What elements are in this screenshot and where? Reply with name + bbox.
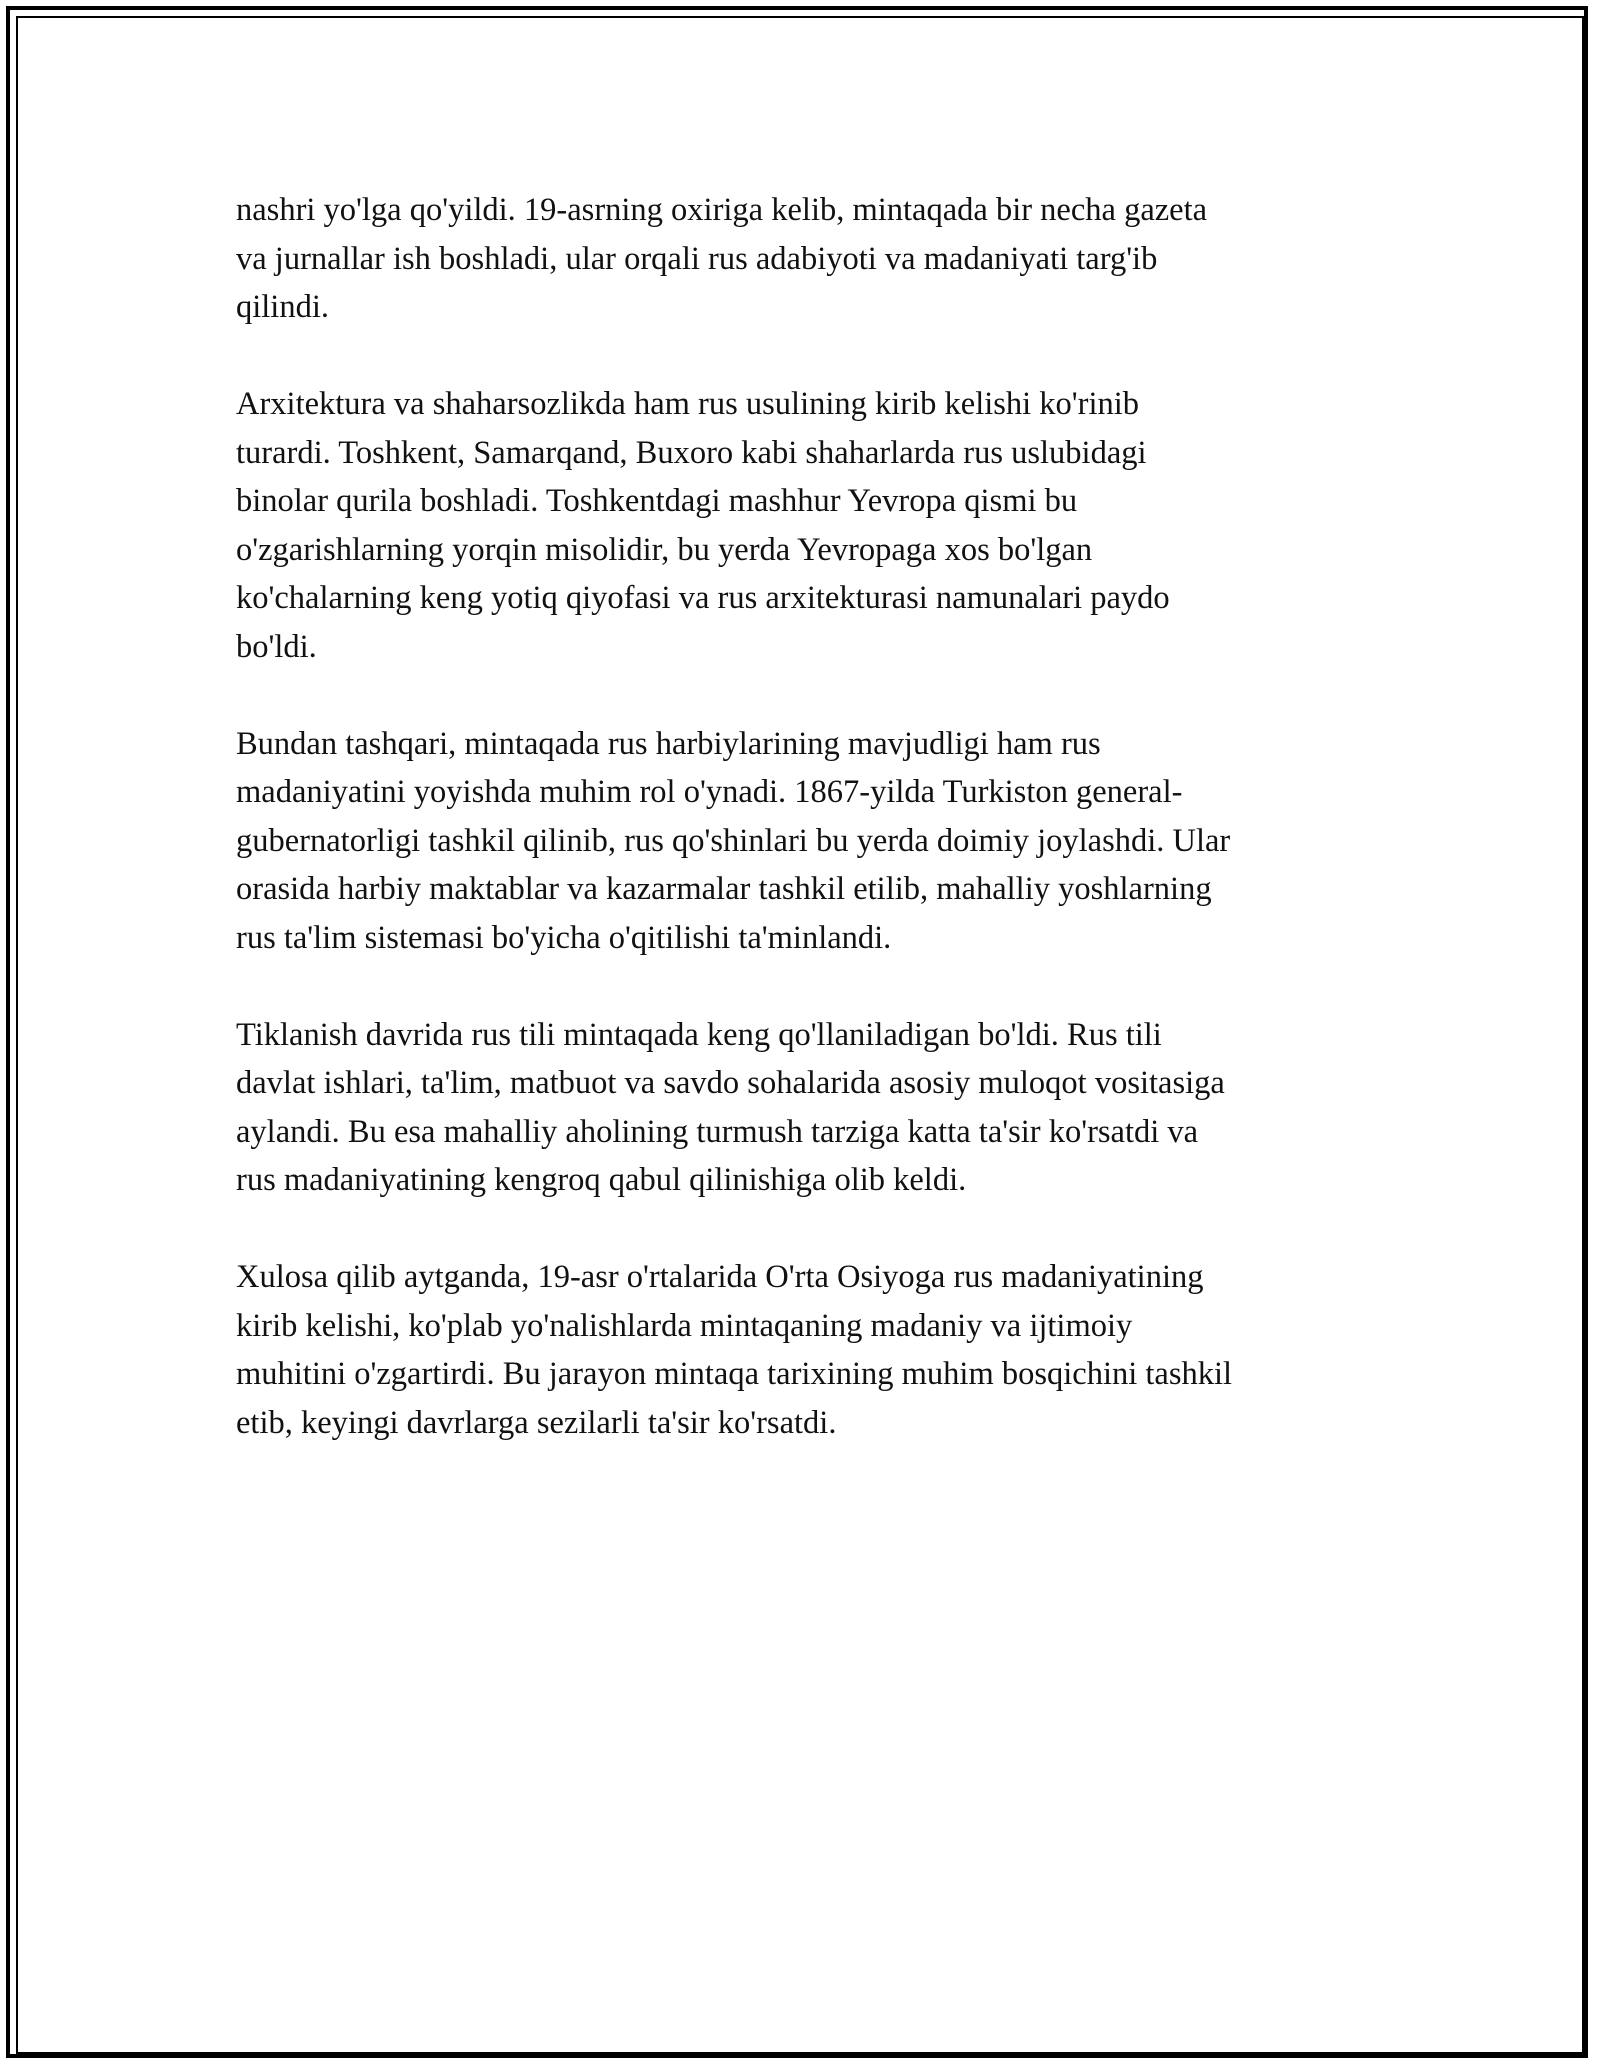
document-body xyxy=(236,186,1366,1496)
text-line: Arxitektura va shaharsozlikda ham rus usulining kirib kelishi ko'rinib xyxy=(236,386,1140,422)
text-line: madaniyatini yoyishda muhim rol o'ynadi. 1867-yilda Turkiston general- xyxy=(236,774,1183,810)
text-line: davlat ishlari, ta'lim, matbuot va savdo sohalarida asosiy muloqot vositasiga xyxy=(236,1065,1225,1101)
text-line: Xulosa qilib aytganda, 19-asr o'rtalarida O'rta Osiyoga rus madaniyatining xyxy=(236,1259,1204,1295)
text-line: qilindi. xyxy=(236,289,329,325)
text-line: nashri yo'lga qo'yildi. 19-asrning oxiriga kelib, mintaqada bir necha gazeta xyxy=(236,192,1208,228)
text-line: o'zgarishlarning yorqin misolidir, bu yerda Yevropaga xos bo'lgan xyxy=(236,531,1093,568)
paragraph-2 xyxy=(236,380,1366,671)
text-line: rus madaniyatining kengroq qabul qilinishiga olib keldi. xyxy=(236,1162,967,1198)
text-line: va jurnallar ish boshladi, ular orqali rus adabiyoti va madaniyati targ'ib xyxy=(236,240,1158,277)
text-line: turardi. Toshkent, Samarqand, Buxoro kabi shaharlarda rus uslubidagi xyxy=(236,434,1147,471)
text-line: Tiklanish davrida rus tili mintaqada keng qo'llaniladigan bo'ldi. Rus tili xyxy=(236,1016,1162,1053)
text-line: binolar qurila boshladi. Toshkentdagi mashhur Yevropa qismi bu xyxy=(236,483,1078,519)
text-line: bo'ldi. xyxy=(236,628,317,665)
paragraph-3 xyxy=(236,720,1366,963)
text-line: ko'chalarning keng yotiq qiyofasi va rus arxitekturasi namunalari paydo xyxy=(236,580,1170,616)
text-line: muhitini o'zgartirdi. Bu jarayon mintaqa tarixining muhim bosqichini tashkil xyxy=(236,1356,1233,1392)
paragraph-4 xyxy=(236,1011,1366,1205)
text-line: kirib kelishi, ko'plab yo'nalishlarda mintaqaning madaniy va ijtimoiy xyxy=(236,1307,1133,1344)
text-line: etib, keyingi davrlarga sezilarli ta'sir ko'rsatdi. xyxy=(236,1404,837,1441)
text-line: aylandi. Bu esa mahalliy aholining turmush tarziga katta ta'sir ko'rsatdi va xyxy=(236,1113,1199,1150)
paragraph-1 xyxy=(236,186,1366,332)
text-line: orasida harbiy maktablar va kazarmalar tashkil etilib, mahalliy yoshlarning xyxy=(236,871,1212,907)
paragraph-5 xyxy=(236,1253,1366,1447)
text-line: gubernatorligi tashkil qilinib, rus qo'shinlari bu yerda doimiy joylashdi. Ular xyxy=(236,822,1231,859)
text-line: rus ta'lim sistemasi bo'yicha o'qitilishi ta'minlandi. xyxy=(236,919,892,956)
text-line: Bundan tashqari, mintaqada rus harbiylarining mavjudligi ham rus xyxy=(236,725,1101,762)
